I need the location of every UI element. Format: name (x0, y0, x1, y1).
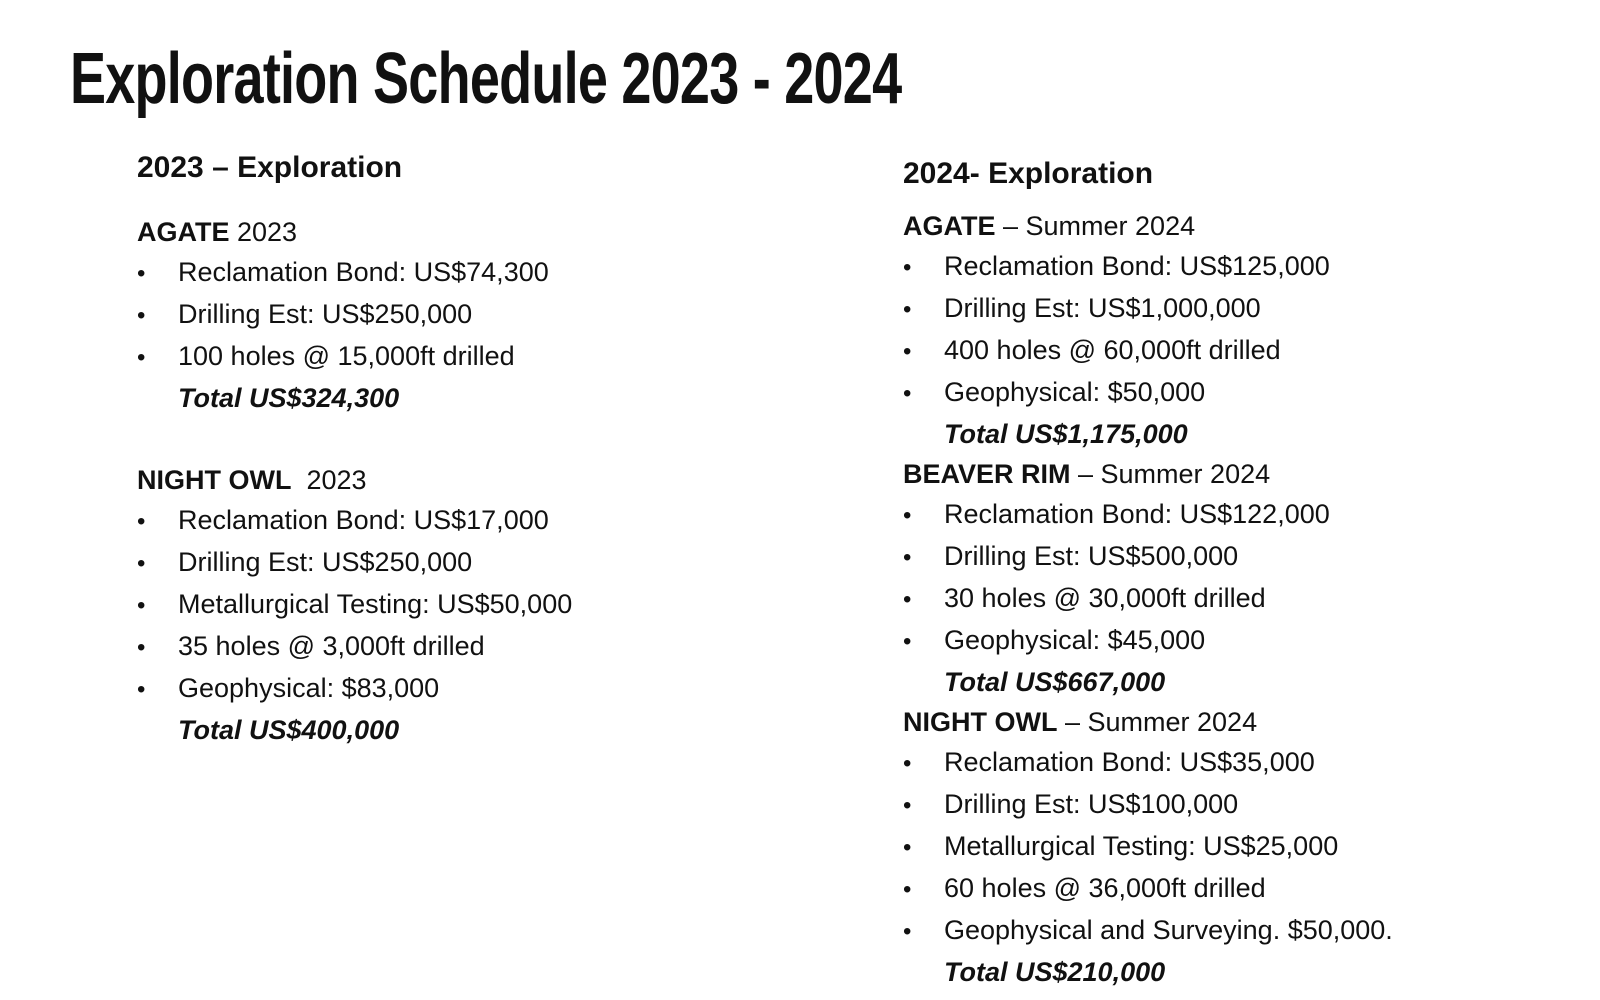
bullet-item (137, 294, 797, 336)
bullet-icon: • (137, 344, 146, 371)
bullet-text: Reclamation Bond: US$17,000 (178, 505, 549, 535)
project-name: NIGHT OWL (137, 465, 292, 495)
bullet-list (137, 500, 797, 710)
bullet-text: 30 holes @ 30,000ft drilled (944, 583, 1266, 613)
section-list-2024 (903, 206, 1563, 992)
project-title (903, 206, 1563, 246)
total-line: Total US$400,000 (178, 715, 400, 745)
project-section (903, 454, 1563, 702)
bullet-icon: • (903, 876, 912, 903)
project-name: NIGHT OWL (903, 707, 1058, 737)
column-2024-exploration (903, 156, 1563, 992)
project-title (137, 212, 797, 252)
bullet-icon: • (137, 550, 146, 577)
bullet-item (903, 536, 1563, 578)
bullet-item (903, 372, 1563, 414)
bullet-icon: • (903, 544, 912, 571)
project-title (137, 460, 797, 500)
bullet-icon: • (137, 676, 146, 703)
bullet-text: Geophysical: $83,000 (178, 673, 440, 703)
bullet-item (137, 252, 797, 294)
bullet-text: 400 holes @ 60,000ft drilled (944, 335, 1281, 365)
project-section (903, 702, 1563, 992)
column-heading-2023: 2023 – Exploration (137, 151, 403, 184)
bullet-text: Geophysical: $45,000 (944, 625, 1206, 655)
bullet-icon: • (137, 260, 146, 287)
bullet-item (903, 246, 1563, 288)
bullet-list (903, 246, 1563, 414)
bullet-icon: • (137, 634, 146, 661)
bullet-item (903, 330, 1563, 372)
bullet-item (903, 784, 1563, 826)
bullet-list (903, 494, 1563, 662)
project-subtitle: – Summer 2024 (995, 211, 1196, 241)
project-title (903, 454, 1563, 494)
bullet-text: Reclamation Bond: US$74,300 (178, 257, 549, 287)
section-list-2023 (137, 212, 797, 750)
project-section (137, 460, 797, 750)
bullet-text: Drilling Est: US$100,000 (944, 789, 1239, 819)
project-name: AGATE (903, 211, 996, 241)
bullet-icon: • (903, 380, 912, 407)
total-line: Total US$324,300 (178, 383, 400, 413)
bullet-icon: • (137, 508, 146, 535)
bullet-text: Reclamation Bond: US$125,000 (944, 251, 1330, 281)
bullet-text: Drilling Est: US$1,000,000 (944, 293, 1261, 323)
bullet-item (903, 742, 1563, 784)
bullet-item (903, 826, 1563, 868)
bullet-text: Geophysical: $50,000 (944, 377, 1206, 407)
slide-title: Exploration Schedule 2023 - 2024 (70, 39, 902, 119)
bullet-text: Geophysical and Surveying. $50,000. (944, 915, 1393, 945)
bullet-icon: • (903, 586, 912, 613)
bullet-item (137, 626, 797, 668)
bullet-text: Reclamation Bond: US$122,000 (944, 499, 1330, 529)
project-subtitle: – Summer 2024 (1070, 459, 1271, 489)
bullet-text: 100 holes @ 15,000ft drilled (178, 341, 515, 371)
bullet-icon: • (903, 792, 912, 819)
project-subtitle: – Summer 2024 (1057, 707, 1258, 737)
bullet-icon: • (137, 302, 146, 329)
bullet-icon: • (903, 918, 912, 945)
bullet-item (903, 288, 1563, 330)
project-section (903, 206, 1563, 454)
bullet-text: Metallurgical Testing: US$50,000 (178, 589, 573, 619)
bullet-item (903, 910, 1563, 952)
bullet-text: Metallurgical Testing: US$25,000 (944, 831, 1339, 861)
bullet-text: 60 holes @ 36,000ft drilled (944, 873, 1266, 903)
bullet-item (903, 578, 1563, 620)
project-section (137, 212, 797, 418)
project-name: AGATE (137, 217, 230, 247)
bullet-icon: • (903, 750, 912, 777)
bullet-item (137, 500, 797, 542)
bullet-text: 35 holes @ 3,000ft drilled (178, 631, 485, 661)
bullet-text: Drilling Est: US$500,000 (944, 541, 1239, 571)
bullet-item (137, 668, 797, 710)
total-line: Total US$210,000 (944, 957, 1166, 987)
bullet-icon: • (903, 628, 912, 655)
bullet-item (903, 494, 1563, 536)
bullet-item (137, 584, 797, 626)
project-subtitle: 2023 (291, 465, 367, 495)
project-title (903, 702, 1563, 742)
total-line: Total US$1,175,000 (944, 419, 1188, 449)
bullet-icon: • (903, 338, 912, 365)
bullet-icon: • (903, 296, 912, 323)
bullet-item (137, 542, 797, 584)
bullet-list (137, 252, 797, 378)
project-subtitle: 2023 (229, 217, 298, 247)
bullet-item (903, 868, 1563, 910)
bullet-text: Reclamation Bond: US$35,000 (944, 747, 1315, 777)
bullet-text: Drilling Est: US$250,000 (178, 547, 473, 577)
total-line: Total US$667,000 (944, 667, 1166, 697)
project-name: BEAVER RIM (903, 459, 1071, 489)
bullet-text: Drilling Est: US$250,000 (178, 299, 473, 329)
bullet-icon: • (903, 502, 912, 529)
bullet-item (137, 336, 797, 378)
bullet-icon: • (903, 254, 912, 281)
column-heading-2024: 2024- Exploration (903, 157, 1154, 190)
column-2023-exploration (137, 150, 797, 750)
bullet-item (903, 620, 1563, 662)
bullet-icon: • (137, 592, 146, 619)
bullet-list (903, 742, 1563, 952)
bullet-icon: • (903, 834, 912, 861)
